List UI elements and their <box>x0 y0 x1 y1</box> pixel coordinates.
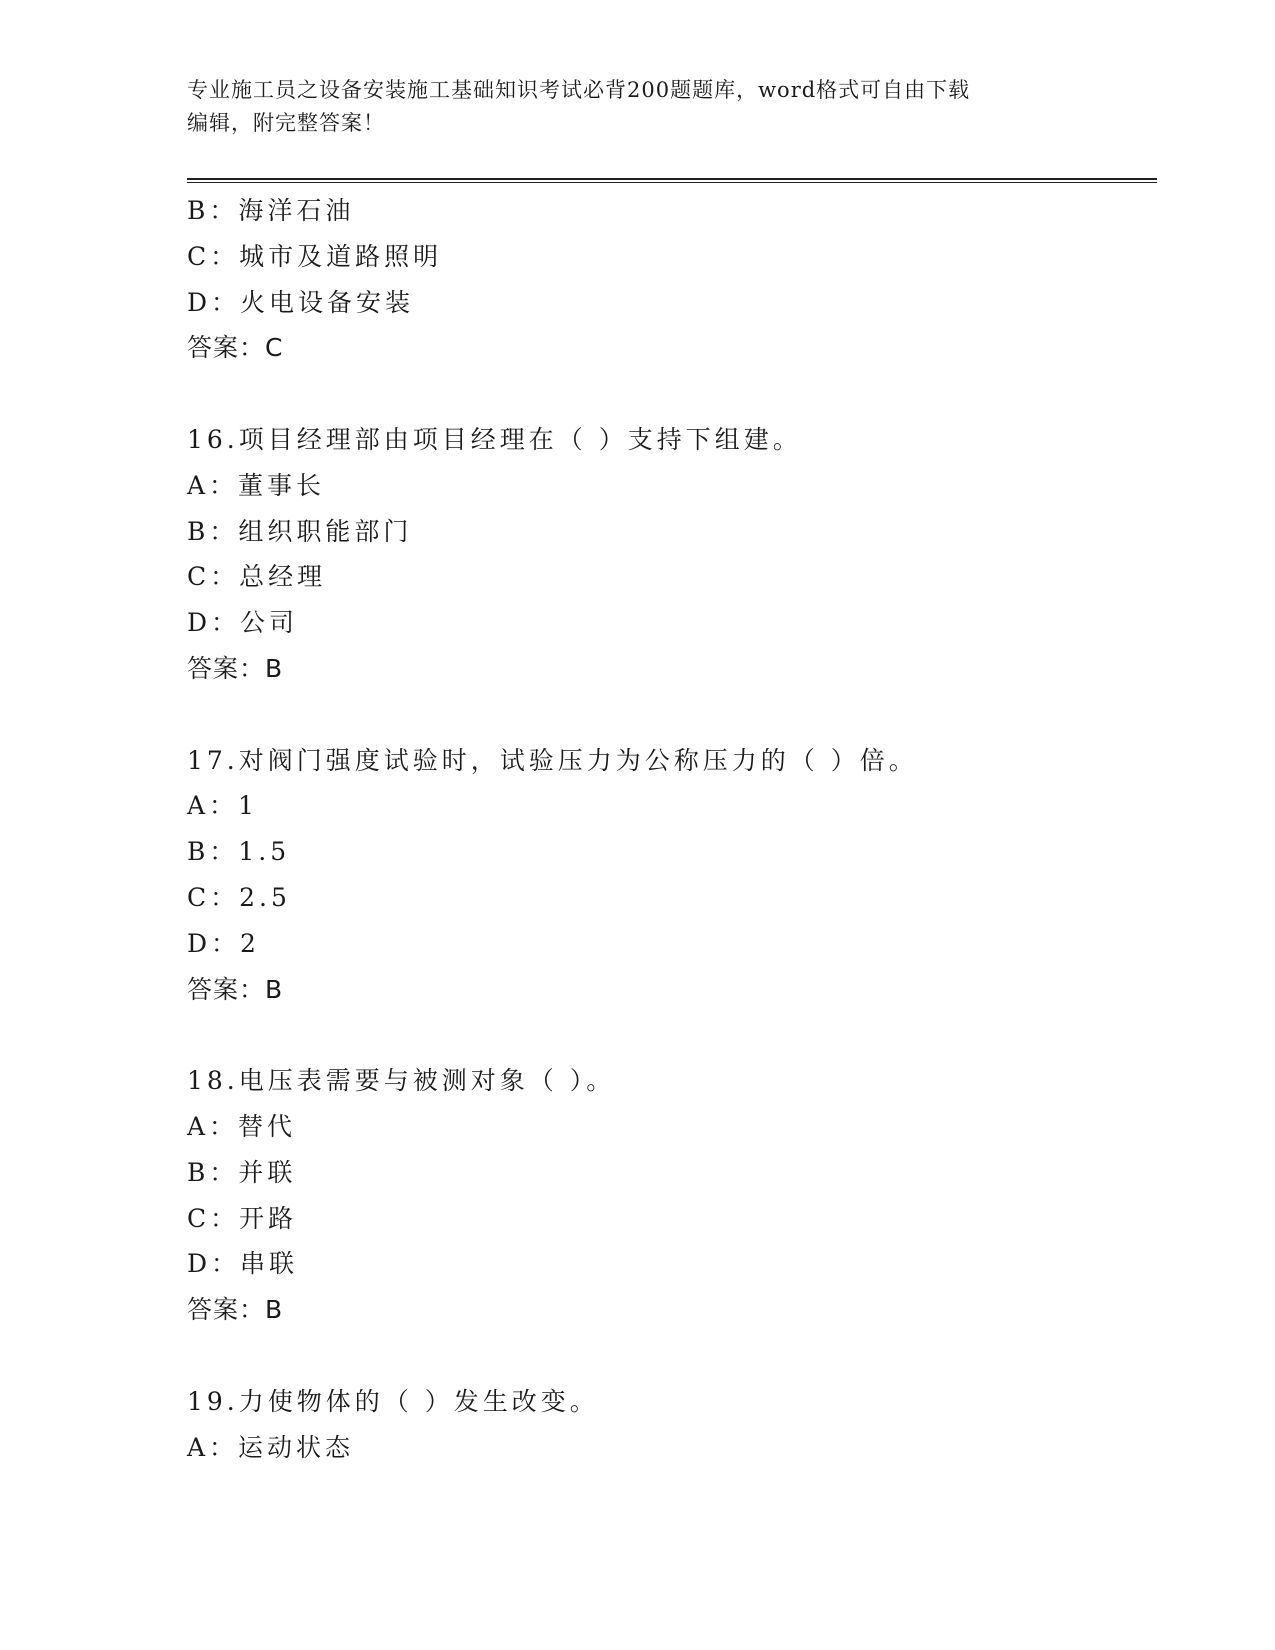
option-c: C：2.5 <box>187 882 291 912</box>
question-15-fragment <box>187 188 1157 371</box>
option-a: A：董事长 <box>187 470 326 500</box>
question-19 <box>187 1379 1157 1471</box>
question-list <box>187 188 1157 1470</box>
option-d: D：公司 <box>187 608 299 638</box>
question-text: 17.对阀门强度试验时，试验压力为公称压力的（ ）倍。 <box>187 745 918 775</box>
document-header <box>187 74 1087 140</box>
option-c: C：开路 <box>187 1203 298 1233</box>
option-b: B：海洋石油 <box>187 196 355 225</box>
header-line-2: 编辑，附完整答案！ <box>187 111 385 135</box>
question-16 <box>187 417 1157 692</box>
header-line-1: 专业施工员之设备安装施工基础知识考试必背200题题库，word格式可自由下载 <box>187 78 971 102</box>
option-c: C：城市及道路照明 <box>187 241 443 271</box>
question-text: 18.电压表需要与被测对象（ ）。 <box>187 1066 616 1096</box>
question-text: 19.力使物体的（ ）发生改变。 <box>187 1386 599 1416</box>
option-a: A：替代 <box>187 1111 297 1141</box>
option-c: C：总经理 <box>187 562 327 592</box>
option-a: A：1 <box>187 791 258 821</box>
spacer <box>187 1333 1157 1379</box>
answer: 答案：C <box>187 333 284 363</box>
option-a: A：运动状态 <box>187 1432 355 1462</box>
question-17 <box>187 738 1157 1013</box>
option-d: D：串联 <box>187 1249 299 1279</box>
header-divider-thin <box>187 182 1157 183</box>
spacer <box>187 1012 1157 1058</box>
option-b: B：1.5 <box>187 837 291 867</box>
spacer <box>187 371 1157 417</box>
answer: 答案：B <box>187 1295 284 1325</box>
question-text: 16.项目经理部由项目经理在（ ）支持下组建。 <box>187 424 802 454</box>
question-18 <box>187 1058 1157 1333</box>
option-b: B：组织职能部门 <box>187 516 413 546</box>
header-divider-thick <box>187 178 1157 180</box>
answer: 答案：B <box>187 653 284 683</box>
option-d: D：火电设备安装 <box>187 287 415 317</box>
spacer <box>187 692 1157 738</box>
answer: 答案：B <box>187 974 284 1004</box>
option-d: D：2 <box>187 928 260 958</box>
option-b: B：并联 <box>187 1157 297 1187</box>
